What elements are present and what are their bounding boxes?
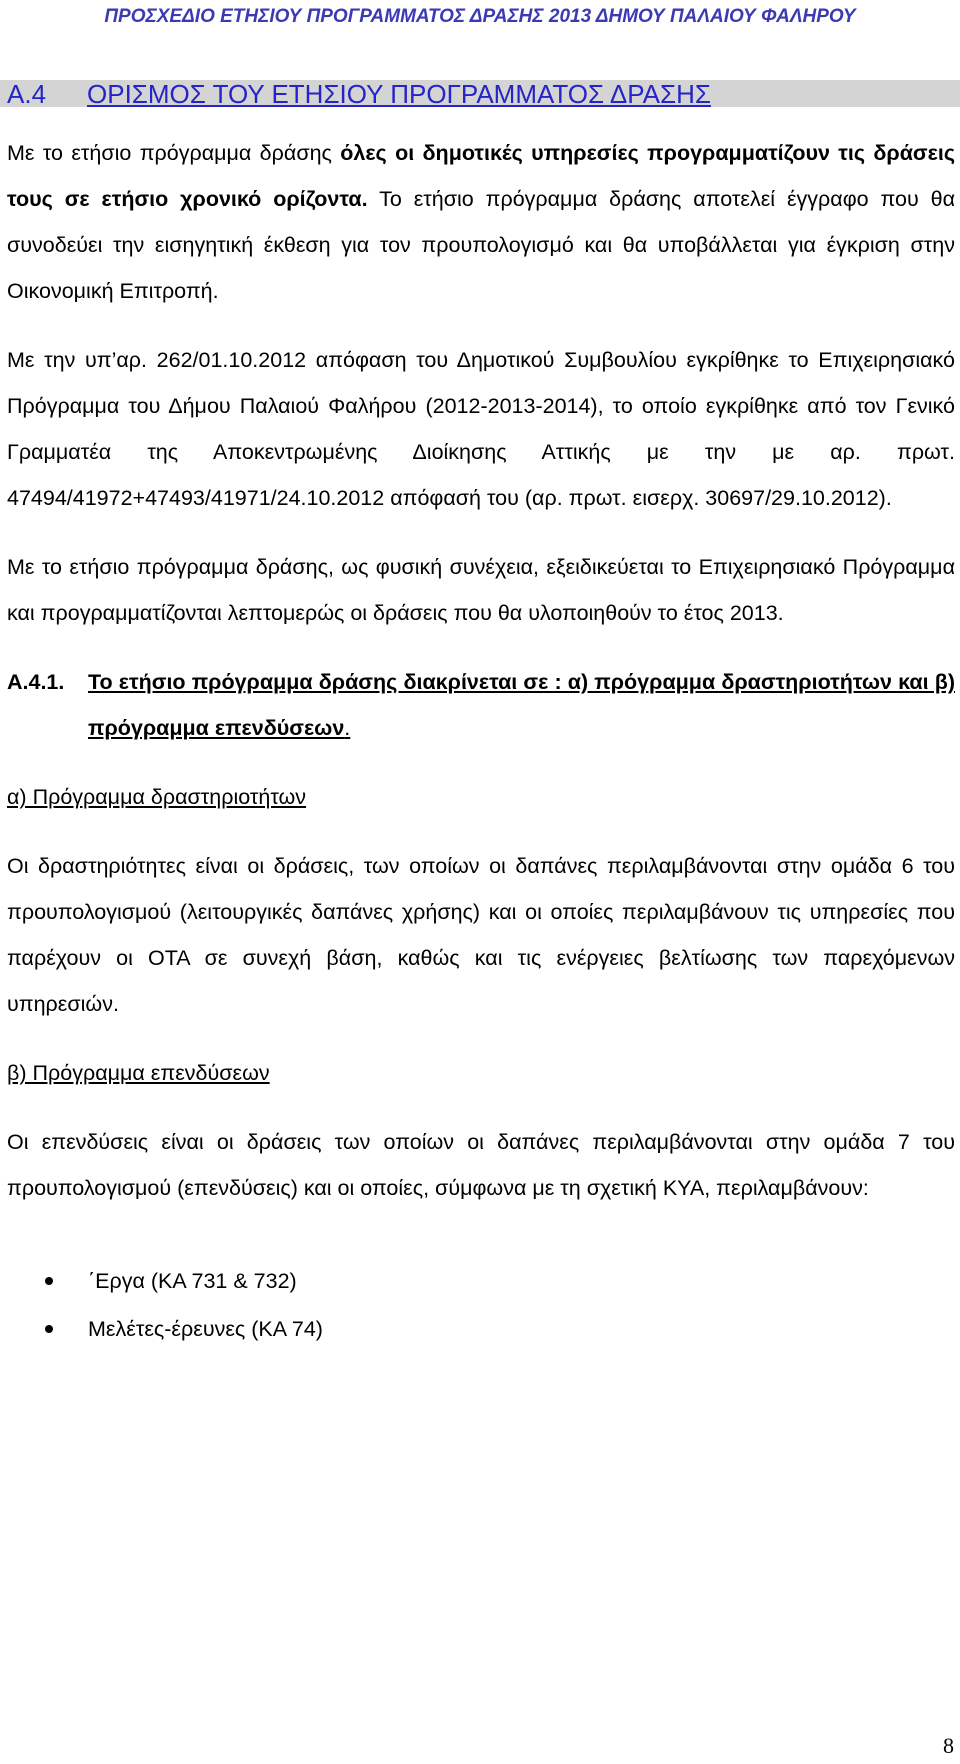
subsection-heading xyxy=(7,659,955,751)
bullet-icon xyxy=(45,1277,53,1285)
page-number: 8 xyxy=(943,1733,954,1758)
list-item xyxy=(7,1305,955,1353)
investments-list xyxy=(7,1257,955,1353)
investments-text: Οι επενδύσεις είναι οι δράσεις των οποίων οι δαπάνες περιλαμβάνονται στην ομάδα 7 του προυπολογισμού (επενδύσεις) και οι οποίες, σύμφωνα με τη σχετική ΚΥΑ, περιλαμβάνουν: xyxy=(7,1130,955,1200)
subsection-end: . xyxy=(344,716,351,740)
investments-heading: β) Πρόγραμμα επενδύσεων xyxy=(7,1061,270,1085)
list-item-text: ΄Εργα (ΚΑ 731 & 732) xyxy=(88,1269,297,1293)
paragraph-intro xyxy=(7,130,955,314)
activities-text: Οι δραστηριότητες είναι οι δράσεις, των οποίων οι δαπάνες περιλαμβάνονται στην ομάδα 6 του προυπολογισμού (λειτουργικές δαπάνες χρήσης) και οι οποίες περιλαμβάνουν τις υπηρεσίες που παρέχουν οι ΟΤΑ σε συνεχή βάση, καθώς και τις ενέργειες βελτίωσης των παρεχόμενων υπηρεσιών. xyxy=(7,854,955,1016)
list-item-text: Μελέτες-έρευνες (ΚΑ 74) xyxy=(88,1317,323,1341)
intro-rest: Το ετήσιο πρόγραμμα δράσης αποτελεί έγγραφο που θα συνοδεύει την εισηγητική έκθεση για τον προυπολογισμό και θα υποβάλλεται για έγκριση στην Οικονομική Επιτροπή. xyxy=(7,187,956,303)
subsection-number: Α.4.1. xyxy=(7,670,65,694)
section-title: ΟΡΙΣΜΟΣ ΤΟΥ ΕΤΗΣΙΟΥ ΠΡΟΓΡΑΜΜΑΤΟΣ ΔΡΑΣΗΣ xyxy=(87,79,711,109)
document-body xyxy=(7,130,955,1353)
section-heading xyxy=(7,81,711,108)
list-item xyxy=(7,1257,955,1305)
intro-bold: όλες οι δημοτικές υπηρεσίες προγραμματίζουν τις δράσεις τους σε ετήσιο χρονικό ορίζοντα. xyxy=(7,141,955,211)
activities-heading: α) Πρόγραμμα δραστηριοτήτων xyxy=(7,785,307,809)
section-number: Α.4 xyxy=(7,79,47,109)
bullet-icon xyxy=(45,1325,53,1333)
intro-lead: Με το ετήσιο πρόγραμμα δράσης xyxy=(7,141,341,165)
subsection-text: Το ετήσιο πρόγραμμα δράσης διακρίνεται σε : α) πρόγραμμα δραστηριοτήτων και β) πρόγραμμα επενδύσεων xyxy=(88,670,955,740)
document-header: ΠΡΟΣΧΕΔΙΟ ΕΤΗΣΙΟΥ ΠΡΟΓΡΑΜΜΑΤΟΣ ΔΡΑΣΗΣ 2013 ΔΗΜΟΥ ΠΑΛΑΙΟΥ ΦΑΛΗΡΟΥ xyxy=(104,6,856,27)
paragraph-specialization: Με το ετήσιο πρόγραμμα δράσης, ως φυσική συνέχεια, εξειδικεύεται το Επιχειρησιακό Πρόγραμμα και προγραμματίζονται λεπτομερώς οι δράσεις που θα υλοποιηθούν το έτος 2013. xyxy=(7,555,955,625)
paragraph-approval: Με την υπ’αρ. 262/01.10.2012 απόφαση του Δημοτικού Συμβουλίου εγκρίθηκε το Επιχειρησιακό Πρόγραμμα του Δήμου Παλαιού Φαλήρου (2012-2013-2014), το οποίο εγκρίθηκε από τον Γενικό Γραμματέα της Αποκεντρωμένης Διοίκησης Αττικής με την με αρ. πρωτ. 47494/41972+47493/41971/24.10.2012 απόφασή του (αρ. πρωτ. εισερχ. 30697/29.10.2012). xyxy=(7,348,955,510)
